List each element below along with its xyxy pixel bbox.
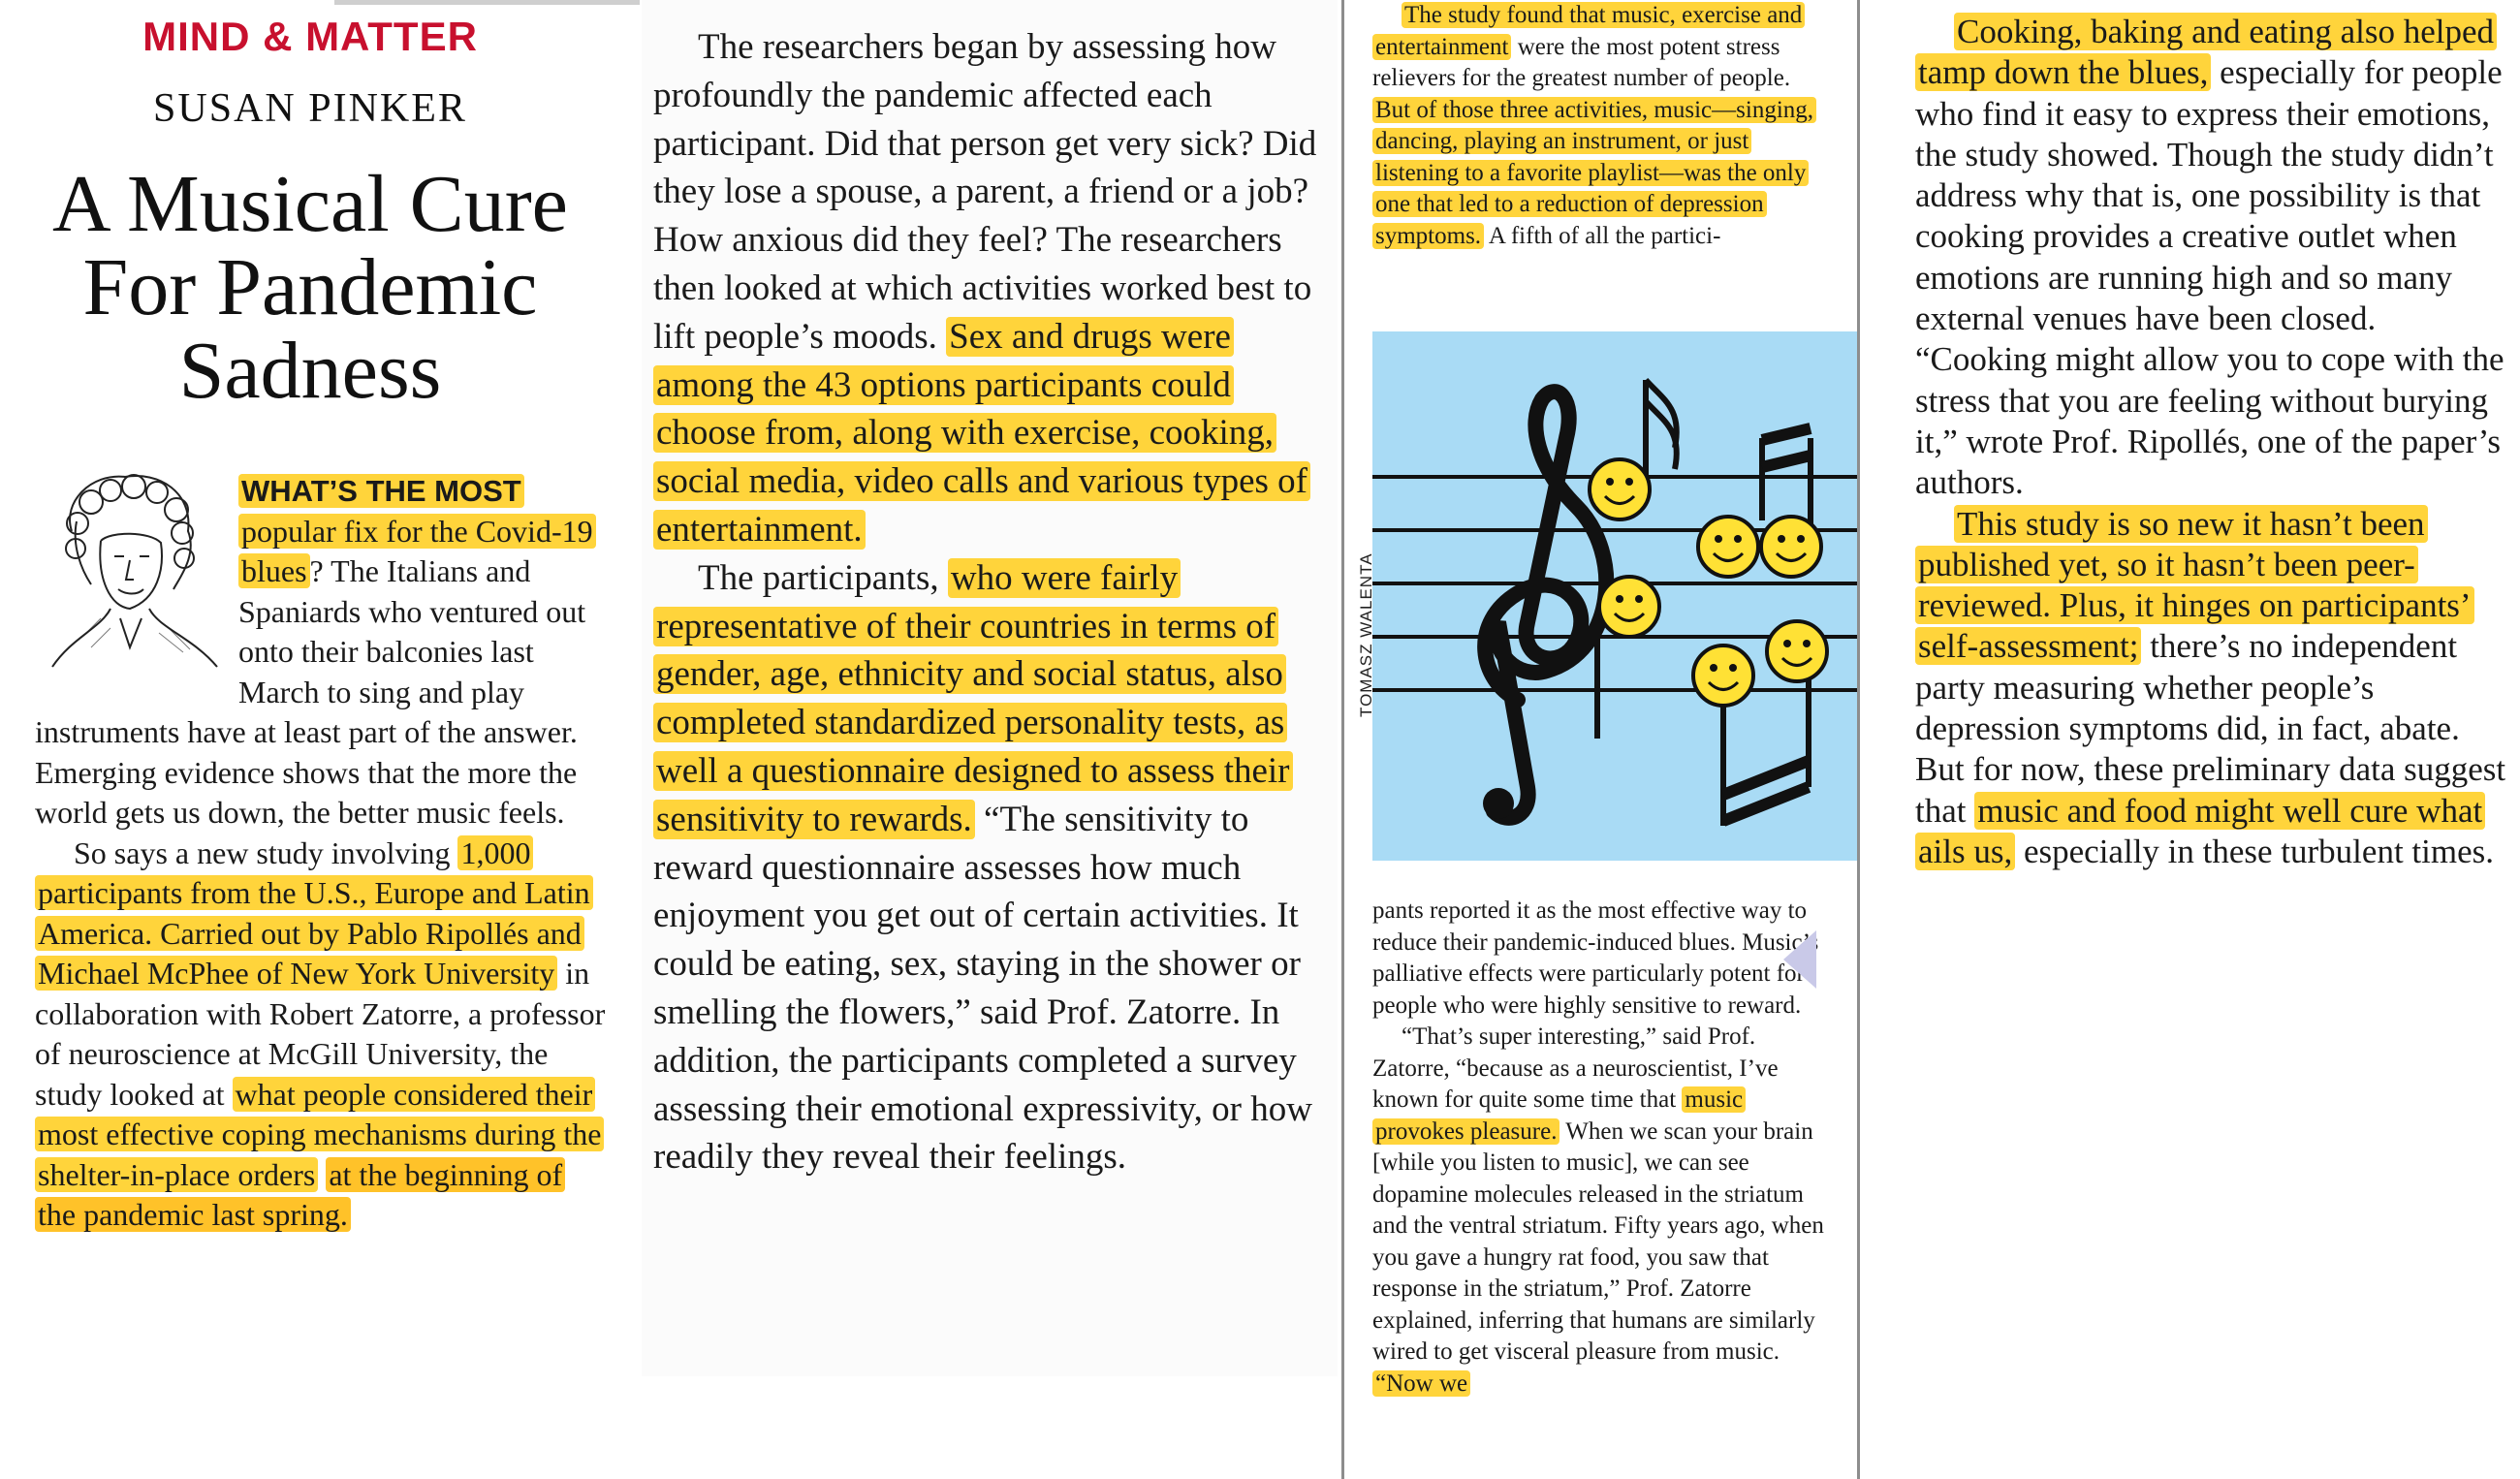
paragraph <box>1915 504 2506 873</box>
column-3-bottom-text <box>1372 896 1828 1400</box>
body-text: A fifth of all the partici- <box>1484 222 1721 249</box>
lead-in: WHAT’S THE MOST <box>238 474 524 508</box>
section-kicker: MIND & MATTER <box>142 14 478 59</box>
headline-line-3: Sadness <box>178 326 442 416</box>
column-divider <box>1857 0 1860 1479</box>
column-1-body <box>35 471 607 1236</box>
highlighted-text: music provokes pleasure. <box>1372 1086 1746 1145</box>
highlighted-text: who were fairly representative of their countries in terms of gender, age, ethnicity and social status, also completed standardized personality tests, as well a questionnaire designed to assess their sensitivity to rewards. <box>653 558 1293 839</box>
highlighted-text: Sex and drugs were among the 43 options participants could choose from, along with exercise, cooking, social media, video calls and various types of entertainment. <box>653 317 1310 550</box>
paragraph <box>1915 12 2506 504</box>
body-text: ? The Italians and Spaniards who ventured out onto their balconies last March to sing and play instruments have at least part of the answer. Emerging evidence shows that the more the world gets us down, the better music feels. <box>35 553 586 830</box>
body-text: especially for people who find it easy to express their emotions, the study showed. Though the study didn’t address why that is, one possibility is that cooking provides a creative outlet when emotions are running high and so many external venues have been closed. “Cooking might allow you to cope with the stress that you are feeling without burying it,” wrote Prof. Ripollés, one of the paper’s authors. <box>1915 53 2504 502</box>
body-text: were the most potent stress relievers for the greatest number of people. <box>1372 33 1791 91</box>
illustration-credit: TOMASZ WALENTA <box>1357 552 1375 717</box>
column-3-top-text <box>1372 0 1828 252</box>
column-2-body <box>653 23 1332 1181</box>
highlighted-text: “Now we <box>1372 1370 1470 1397</box>
paragraph <box>1372 0 1828 252</box>
body-text: “The sensitivity to reward questionnaire assesses how much enjoyment you get out of certain activities. It could be eating, sex, staying in the shower or smelling the flowers,” said Prof. Zatorre. In addition, the participants completed a survey assessing their emotional expressivity, or how readily they reveal their feelings. <box>653 799 1312 1178</box>
article-headline <box>0 159 620 416</box>
column-divider <box>1341 0 1344 1479</box>
body-text: The participants, <box>698 557 948 598</box>
body-text: especially in these turbulent times. <box>2015 832 2494 870</box>
article-column-2 <box>642 0 1338 1376</box>
highlighted-text: Cooking, baking and eating also helped tamp down the blues, <box>1915 13 2497 91</box>
scroll-arrow-icon[interactable] <box>1783 930 1816 989</box>
music-notes-illustration <box>1372 331 1857 861</box>
column-4-body <box>1915 12 2506 872</box>
highlighted-text: popular fix for the Covid-19 blues <box>238 514 596 589</box>
article-column-3 <box>1359 0 1843 1479</box>
article-column-4 <box>1900 0 2520 1479</box>
body-text: The researchers began by assessing how profoundly the pandemic affected each participant. Did that person get very sick? Did they lose a spouse, a parent, a friend or a job? How anxious did they feel? The researchers then looked at which activities worked best to lift people’s moods. <box>653 27 1317 357</box>
paragraph <box>35 471 607 834</box>
highlighted-text: music and food might well cure what ails us, <box>1915 792 2485 870</box>
highlighted-text: The study found that music, exercise and entertainment <box>1372 2 1805 60</box>
highlighted-text: what people considered their most effective coping mechanisms during the shelter-in-place orders <box>35 1077 604 1192</box>
highlighted-text: 1,000 participants from the U.S., Europe and Latin America. Carried out by Pablo Ripollés and Michael McPhee of New York University <box>35 835 593 991</box>
headline-line-2: For Pandemic <box>82 242 538 332</box>
author-byline: SUSAN PINKER <box>153 86 467 131</box>
body-text: So says a new study involving <box>74 834 451 870</box>
paragraph <box>653 554 1332 1181</box>
body-text: “That’s super interesting,” said Prof. Zatorre, “because as a neuroscientist, I’ve known for quite some time that <box>1372 1023 1779 1113</box>
body-text: there’s no independent party measuring whether people’s depression symptoms did, in fact, abate. But for now, these preliminary data suggest that <box>1915 627 2506 830</box>
article-column-1 <box>0 0 620 1479</box>
highlighted-text: But of those three activities, music—singing, dancing, playing an instrument, or just listening to a favorite playlist—was the only one that led to a reduction of depression symptoms. <box>1372 97 1816 249</box>
body-text: When we scan your brain [while you listen to music], we can see dopamine molecules released in the striatum and the ventral striatum. Fifty years ago, when you gave a hungry rat food, you saw that response in the striatum,” Prof. Zatorre explained, inferring that humans are similarly wired to get visceral pleasure from music. <box>1372 1117 1824 1365</box>
highlighted-text: This study is so new it hasn’t been published yet, so it hasn’t been peer-reviewed. Plus, it hinges on participants’ self-assessment; <box>1915 505 2474 666</box>
paragraph: pants reported it as the most effective way to reduce their pandemic-induced blues. Music’s palliative effects were particularly potent for people who were highly sensitive to reward. <box>1372 897 1819 1019</box>
paragraph <box>1372 1022 1828 1400</box>
paragraph <box>653 23 1332 554</box>
headline-line-1: A Musical Cure <box>52 159 568 249</box>
highlighted-text-dark: at the beginning of the pandemic last spring. <box>35 1157 565 1233</box>
body-text: in collaboration with Robert Zatorre, a professor of neuroscience at McGill University, the study looked at <box>35 956 606 1112</box>
paragraph <box>35 834 607 1236</box>
